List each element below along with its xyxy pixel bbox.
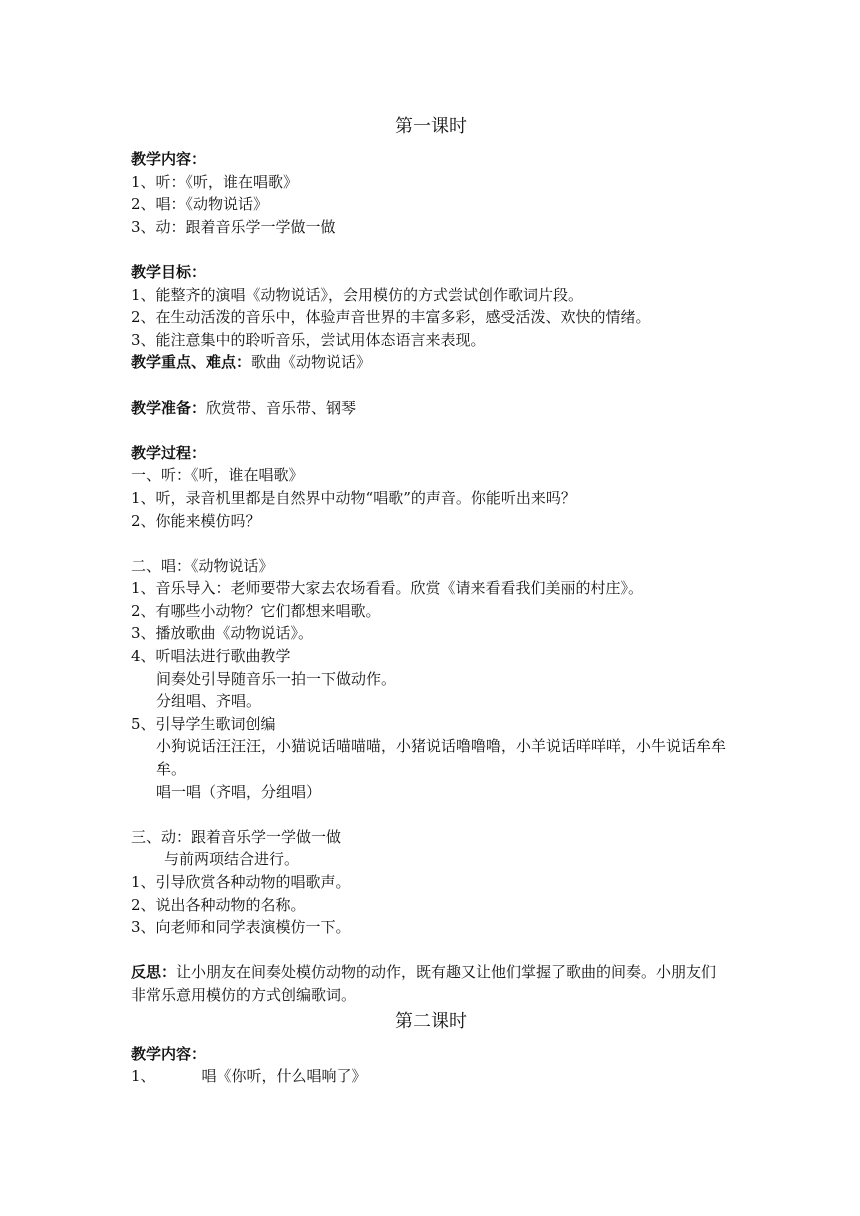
content-item: 3、动：跟着音乐学一学做一做 bbox=[131, 217, 336, 236]
prep-line bbox=[131, 397, 731, 420]
lesson2-item-number: 1、 bbox=[131, 1067, 156, 1086]
part3-note: 与前两项结合进行。 bbox=[164, 850, 300, 869]
prep-label: 教学准备： bbox=[131, 398, 207, 417]
reflection-label: 反思： bbox=[131, 963, 177, 982]
part2-item: 2、有哪些小动物？它们都想来唱歌。 bbox=[131, 601, 381, 620]
spacer bbox=[131, 374, 731, 397]
part2-heading: 二、唱：《动物说话》 bbox=[131, 556, 274, 575]
goal-item: 2、在生动活泼的音乐中，体验声音世界的丰富多彩，感受活泼、欢快的情绪。 bbox=[131, 308, 651, 327]
part2-subitem: 分组唱、齐唱。 bbox=[156, 692, 262, 711]
part1-item: 2、你能来模仿吗？ bbox=[131, 511, 261, 530]
spacer bbox=[131, 532, 731, 555]
goal-item: 1、能整齐的演唱《动物说话》，会用模仿的方式尝试创作歌词片段。 bbox=[131, 285, 584, 304]
content-item: 1、听：《听，谁在唱歌》 bbox=[131, 172, 299, 191]
key-points-value: 歌曲《动物说话》 bbox=[251, 353, 372, 372]
process-heading: 教学过程： bbox=[131, 443, 207, 462]
part3-item: 1、引导欣赏各种动物的唱歌声。 bbox=[131, 873, 351, 891]
part2-item: 1、音乐导入：老师要带大家去农场看看。欣赏《请来看看我们美丽的村庄》。 bbox=[131, 579, 644, 598]
part2-item: 3、播放歌曲《动物说话》。 bbox=[131, 624, 314, 643]
part2-item: 4、听唱法进行歌曲教学 bbox=[131, 647, 291, 666]
spacer bbox=[131, 803, 731, 826]
part2-subitem: 唱一唱（齐唱，分组唱） bbox=[156, 782, 322, 801]
lesson1-title: 第一课时 bbox=[395, 116, 467, 137]
key-points-line bbox=[131, 351, 731, 374]
part2-item: 5、引导学生歌词创编 bbox=[131, 714, 276, 733]
goal-item: 3、能注意集中的聆听音乐，尝试用体态语言来表现。 bbox=[131, 330, 486, 349]
part2-subitem: 间奏处引导随音乐一拍一下做动作。 bbox=[156, 669, 397, 688]
reflection-text: 让小朋友在间奏处模仿动物的动作，既有趣又让他们掌握了歌曲的间奏。小朋友们非常乐意用模仿的方式创编歌词。 bbox=[131, 963, 717, 1004]
spacer bbox=[131, 939, 731, 962]
part1-item: 1、听，录音机里都是自然界中动物“唱歌”的声音。你能听出来吗？ bbox=[131, 488, 576, 507]
content-item: 2、唱：《动物说话》 bbox=[131, 195, 269, 214]
key-points-label: 教学重点、难点： bbox=[131, 353, 252, 372]
goals-heading: 教学目标： bbox=[131, 262, 207, 281]
lesson2-item-text: 唱《你听，什么唱响了》 bbox=[201, 1067, 367, 1086]
lesson2-content-item bbox=[131, 1065, 731, 1088]
reflection bbox=[131, 961, 731, 1006]
document-page bbox=[131, 114, 731, 1088]
content-heading: 教学内容： bbox=[131, 150, 207, 168]
part3-item: 3、向老师和同学表演模仿一下。 bbox=[131, 918, 351, 937]
part3-heading: 三、动：跟着音乐学一学做一做 bbox=[131, 827, 342, 846]
part1-heading: 一、听：《听，谁在唱歌》 bbox=[131, 466, 304, 485]
spacer bbox=[131, 419, 731, 442]
lesson2-title: 第二课时 bbox=[395, 1010, 467, 1032]
spacer bbox=[131, 238, 731, 261]
lesson2-content-heading: 教学内容： bbox=[131, 1044, 207, 1063]
lyrics-paragraph: 小狗说话汪汪汪，小猫说话喵喵喵，小猪说话噜噜噜，小羊说话咩咩咩，小牛说话牟牟牟。 bbox=[156, 737, 727, 779]
part3-item: 2、说出各种动物的名称。 bbox=[131, 895, 306, 914]
prep-value: 欣赏带、音乐带、钢琴 bbox=[206, 398, 357, 417]
